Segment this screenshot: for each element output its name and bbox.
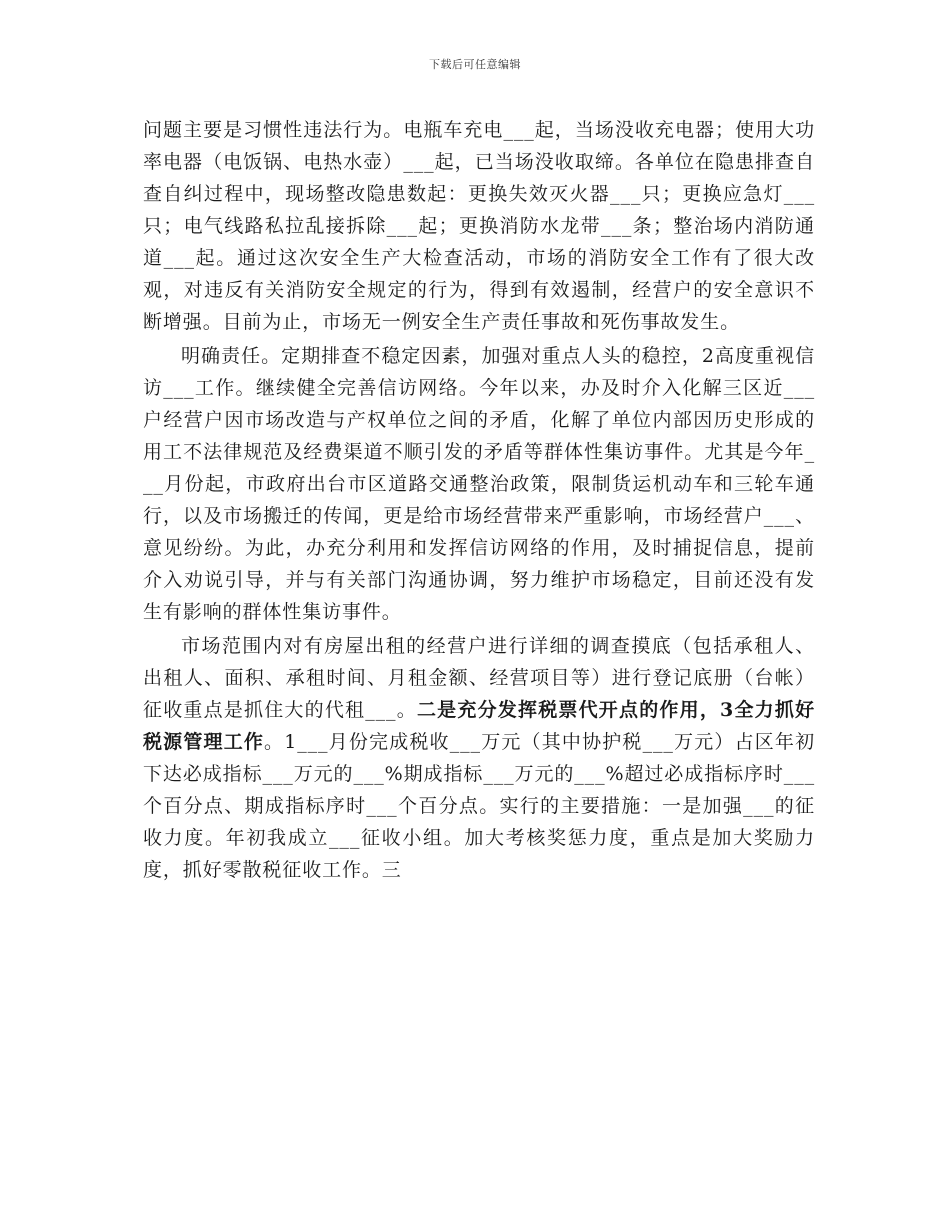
paragraph-3-text-b: 。1___月份完成税收___万元（其中协护税___万元）占区年初下达必成指标___万元的___%期成指标___万元的___%超过必成指标序时___个百分点、期成指标序时___个百分点。实行的主要措施：一是加强___的征收力度。年初我成立___征收小组。加大考核奖惩力度，重点是加大奖励力度，抓好零散税征收工作。三 [143, 731, 815, 881]
paragraph-1 [143, 114, 815, 338]
paragraph-1-text: 问题主要是习惯性违法行为。电瓶车充电___起，当场没收充电器；使用大功率电器（电饭锅、电热水壶）___起，已当场没收取缔。各单位在隐患排查自查自纠过程中，现场整改隐患数起：更换失效灭火器___只；更换应急灯___只；电气线路私拉乱接拆除___起；更换消防水龙带___条；整治场内消防通道___起。通过这次安全生产大检查活动，市场的消防安全工作有了很大改观，对违反有关消防安全规定的行为，得到有效遏制，经营户的安全意识不断增强。目前为止，市场无一例安全生产责任事故和死伤事故发生。 [143, 119, 815, 333]
paragraph-2-text: 明确责任。定期排查不稳定因素，加强对重点人头的稳控，2高度重视信访___工作。继续健全完善信访网络。今年以来，办及时介入化解三区近___户经营户因市场改造与产权单位之间的矛盾，化解了单位内部因历史形成的用工不法律规范及经费渠道不顺引发的矛盾等群体性集访事件。尤其是今年___月份起，市政府出台市区道路交通整治政策，限制货运机动车和三轮车通行，以及市场搬迁的传闻，更是给市场经营带来严重影响，市场经营户___、意见纷纷。为此，办充分利用和发挥信访网络的作用，及时捕捉信息，提前介入劝说引导，并与有关部门沟通协调，努力维护市场稳定，目前还没有发生有影响的群体性集访事件。 [143, 345, 815, 623]
paragraph-3-bold-text: 二是充分发挥税票代开点的作用，3全力抓好税源管理工作 [143, 699, 815, 753]
paragraph-2 [143, 340, 815, 628]
document-body [143, 114, 815, 886]
paragraph-3 [143, 630, 815, 886]
page-header: 下载后可任意编辑 [429, 58, 521, 71]
paragraph-3-text-a: 市场范围内对有房屋出租的经营户进行详细的调查摸底（包括承租人、出租人、面积、承租时间、月租金额、经营项目等）进行登记底册（台帐）征收重点是抓住大的代租___。 [143, 635, 815, 721]
